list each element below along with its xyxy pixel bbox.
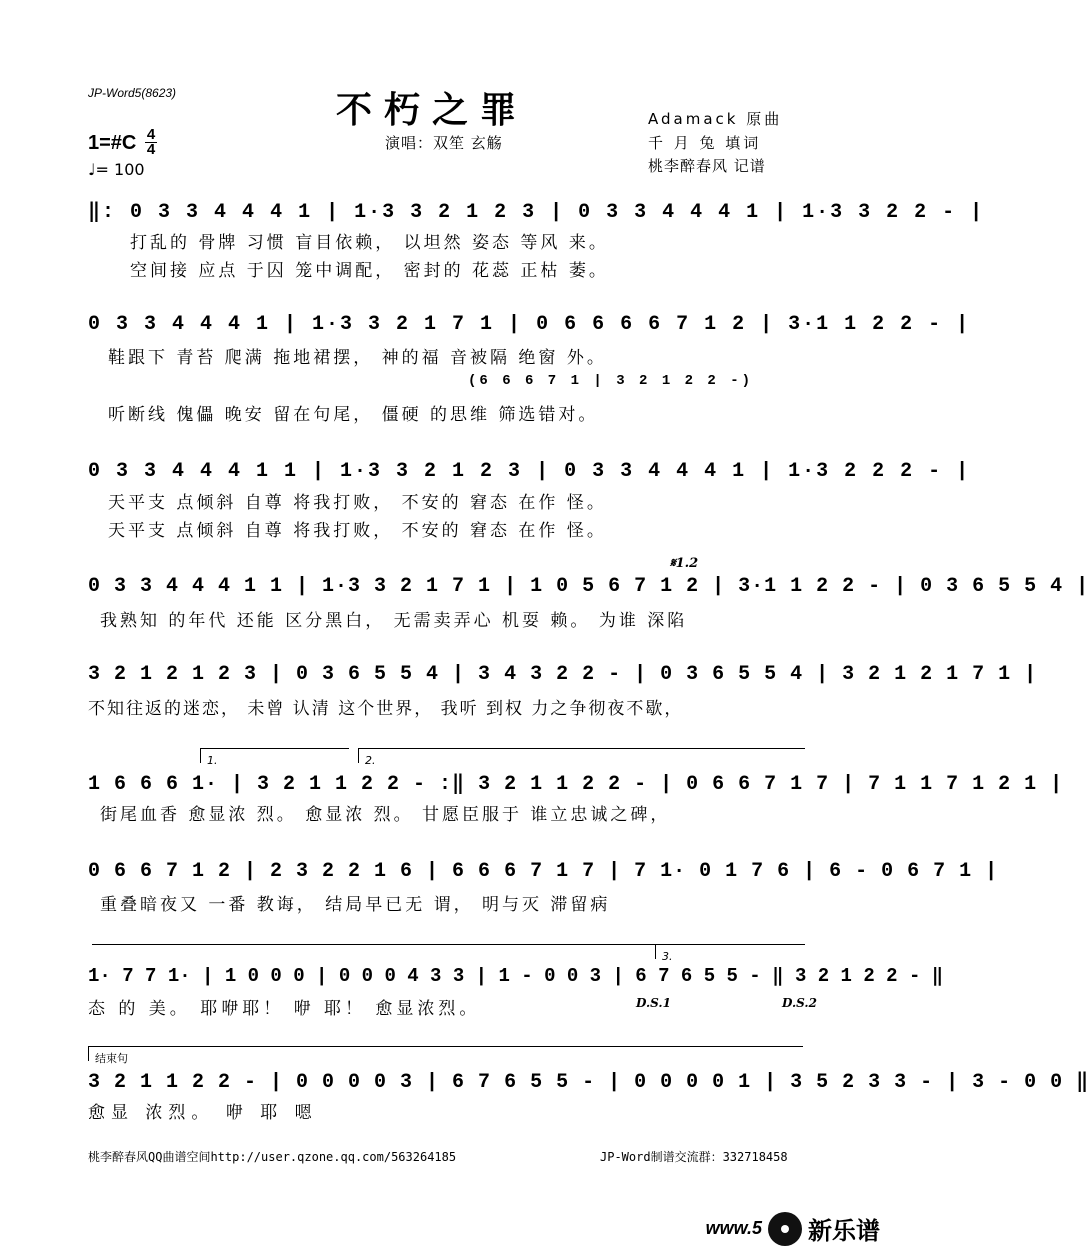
volta-2: 2. — [358, 748, 805, 763]
notation-line-5: 3 2 1 2 1 2 3 | 0 3 6 5 5 4 | 3 4 3 2 2 - | 0 3 6 5 5 4 | 3 2 1 2 1 7 1 | — [88, 663, 1038, 686]
key-signature: 1=#C — [88, 132, 137, 154]
ds2-mark: D.S.2 — [782, 996, 817, 1010]
lyric-line-3a: 天平支 点倾斜 自尊 将我打败， 不安的 窘态 在作 怪。 — [108, 493, 607, 513]
time-signature: 4 4 — [146, 126, 156, 158]
lyric-line-4: 我熟知 的年代 还能 区分黑白， 无需卖弄心 机耍 赖。 为谁 深陷 — [100, 611, 688, 631]
notation-line-1: ‖: 0 3 3 4 4 4 1 | 1·3 3 2 1 2 3 | 0 3 3 4 4 4 1 | 1·3 3 2 2 - | — [88, 201, 985, 224]
lyric-line-8: 态 的 美。 耶咿耶！ 咿 耶！ 愈显浓烈。 — [88, 999, 481, 1019]
ending-bracket: 结束句 — [88, 1046, 803, 1061]
notation-line-3: 0 3 3 4 4 4 1 1 | 1·3 3 2 1 2 3 | 0 3 3 4 4 4 1 | 1·3 2 2 2 - | — [88, 460, 971, 483]
tempo-marking: ♩= 100 — [88, 160, 145, 179]
lyric-line-2a: 鞋跟下 青苔 爬满 拖地裙摆， 神的福 音被隔 绝窗 外。 — [108, 348, 607, 368]
watermark-brand: 新乐谱 — [808, 1217, 880, 1245]
lyric-line-7: 重叠暗夜又 一番 教诲， 结局早已无 谓， 明与灭 滞留病 — [100, 895, 611, 915]
volta-1: 1. — [200, 748, 349, 763]
lyric-line-9: 愈显 浓烈。 咿 耶 嗯 — [88, 1103, 318, 1123]
singers: 演唱：双笙 玄觞 — [385, 134, 503, 152]
notation-line-4: 0 3 3 4 4 4 1 1 | 1·3 3 2 1 7 1 | 1 0 5 6 7 1 2 | 3·1 1 2 2 - | 0 3 6 5 5 4 | — [88, 575, 1089, 598]
notation-line-7: 0 6 6 7 1 2 | 2 3 2 2 1 6 | 6 6 6 7 1 7 | 7 1· 0 1 7 6 | 6 - 0 6 7 1 | — [88, 860, 999, 883]
lyric-line-3b: 天平支 点倾斜 自尊 将我打败， 不安的 窘态 在作 怪。 — [108, 521, 607, 541]
instrumental-line-2: (6 6 6 7 1 | 3 2 1 2 2 -) — [468, 373, 754, 389]
notation-line-8: 1· 7 7 1· | 1 0 0 0 | 0 0 0 4 3 3 | 1 - 0 0 3 | 6 7 6 5 5 - ‖ 3 2 1 2 2 - ‖ — [88, 965, 944, 987]
volta-3: 3. — [655, 944, 805, 959]
ds1-mark: D.S.1 — [636, 996, 671, 1010]
transcriber-credit: 桃李醉春风 记谱 — [648, 157, 766, 175]
lyric-line-6: 街尾血香 愈显浓 烈。 愈显浓 烈。 甘愿臣服于 谁立忠诚之碑， — [100, 805, 671, 825]
notation-line-9: 3 2 1 1 2 2 - | 0 0 0 0 3 | 6 7 6 5 5 - | 0 0 0 0 1 | 3 5 2 3 3 - | 3 - 0 0 ‖ — [88, 1071, 1089, 1094]
composer-credit: Adamack 原曲 — [648, 110, 783, 128]
song-title: 不朽之罪 — [336, 89, 529, 131]
lyric-line-2b: 听断线 傀儡 晚安 留在句尾， 僵硬 的思维 筛选错对。 — [108, 405, 599, 425]
lyricist-credit: 千 月 兔 填词 — [648, 134, 762, 152]
notation-line-6: 1 6 6 6 1· | 3 2 1 1 2 2 - :‖ 3 2 1 1 2 2 - | 0 6 6 7 1 7 | 7 1 1 7 1 2 1 | — [88, 773, 1064, 796]
watermark-logo — [706, 1211, 880, 1246]
lyric-line-1b: 空间接 应点 于囚 笼中调配， 密封的 花蕊 正枯 萎。 — [130, 261, 609, 281]
vinyl-disc-icon — [768, 1212, 802, 1246]
footer-group-info: JP-Word制谱交流群：332718458 — [600, 1150, 788, 1164]
software-label: JP-Word5(8623) — [88, 86, 177, 100]
lyric-line-1a: 打乱的 骨牌 习惯 盲目依赖， 以坦然 姿态 等风 来。 — [130, 233, 609, 253]
segno-mark: 𝄋1.2 — [670, 556, 699, 571]
notation-line-2: 0 3 3 4 4 4 1 | 1·3 3 2 1 7 1 | 0 6 6 6 6 7 1 2 | 3·1 1 2 2 - | — [88, 313, 971, 336]
footer-qzone-link[interactable]: 桃李醉春风QQ曲谱空间http://user.qzone.qq.com/563264185 — [88, 1150, 457, 1164]
lyric-line-5: 不知往返的迷恋， 未曾 认清 这个世界， 我听 到权 力之争彻夜不歇， — [88, 699, 684, 719]
watermark-url: www.5 — [705, 1218, 762, 1238]
